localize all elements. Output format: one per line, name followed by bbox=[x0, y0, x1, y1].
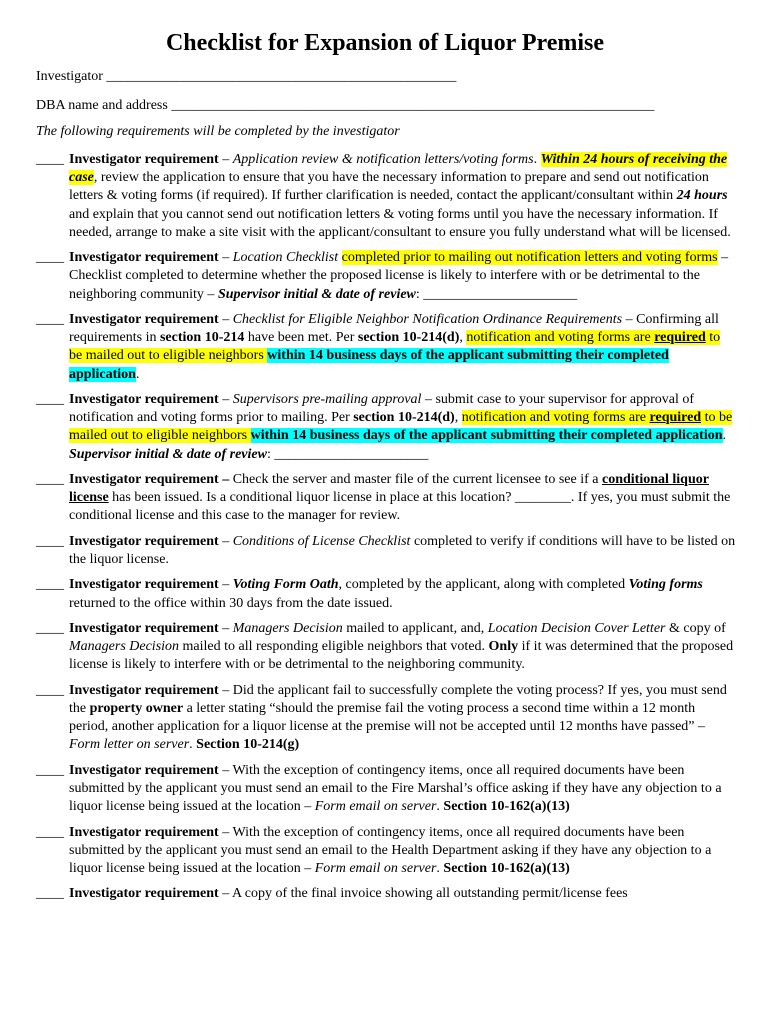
text-segment: – bbox=[218, 152, 233, 167]
requirement-item bbox=[36, 471, 736, 526]
highlight-text: notification and voting forms are bbox=[461, 410, 650, 426]
text-segment: conditional liquor license bbox=[69, 472, 709, 506]
page-title: Checklist for Expansion of Liquor Premise bbox=[165, 30, 605, 56]
text-segment: section 10-214 bbox=[159, 330, 245, 346]
text-segment: – bbox=[218, 620, 233, 636]
text-segment: Section 10-162(a)(13) bbox=[443, 799, 570, 815]
highlight-text: to be mailed out to eligible neighbors bbox=[69, 410, 733, 444]
text-segment: – Confirming all requirements in bbox=[69, 312, 719, 346]
text-segment: Location Checklist bbox=[232, 250, 339, 266]
requirement-item bbox=[36, 391, 736, 464]
text-segment: : ______________________ bbox=[266, 446, 429, 462]
highlight-deadline: within 14 business days of the applicant submitting their completed application bbox=[250, 428, 723, 444]
text-segment: Managers Decision bbox=[232, 620, 343, 636]
requirement-item bbox=[36, 576, 736, 612]
text-segment: Application review & notification letters/voting forms bbox=[232, 152, 534, 167]
req-label: Investigator requirement bbox=[69, 886, 219, 902]
check-blank: ____ bbox=[36, 620, 64, 636]
text-segment: and explain that you cannot send out notification letters & voting forms until you have the necessary information. If needed, arrange to make a site visit with the applicant/consultant to ensure you fully understand what will be licensed. bbox=[69, 206, 731, 240]
check-blank: ____ bbox=[36, 152, 64, 167]
text-segment: – A copy of the final invoice showing all outstanding permit/license fees bbox=[218, 886, 628, 902]
text-segment: mailed to applicant, and, bbox=[342, 620, 488, 636]
check-blank: ____ bbox=[36, 824, 64, 840]
dba-field bbox=[36, 98, 654, 114]
req-label: Investigator requirement bbox=[69, 824, 219, 840]
requirement-item bbox=[36, 533, 736, 569]
text-segment: – bbox=[218, 533, 233, 549]
req-label: Investigator requirement bbox=[69, 250, 219, 266]
text-segment: – Checklist completed to determine whether the proposed license is likely to interfere with or be detrimental to the neighboring community – bbox=[69, 250, 729, 302]
text-segment: – submit case to your supervisor for approval of notification and voting forms prior to mailing. Per bbox=[69, 392, 695, 426]
highlight-text: to be mailed out to eligible neighbors bbox=[69, 330, 721, 364]
check-blank: ____ bbox=[36, 472, 64, 487]
text-segment: a letter stating “should the premise fail the voting process a second time within a 12 month period, another application for a liquor license at the premise will not be accepted until 12 months have passed” – bbox=[69, 700, 706, 735]
text-segment: Section 10-214(g) bbox=[196, 737, 300, 753]
highlight-deadline: Within 24 hours of receiving the case bbox=[69, 152, 728, 186]
text-segment: section 10-214(d) bbox=[353, 410, 455, 426]
requirement-item bbox=[36, 762, 736, 817]
highlight-deadline: within 14 business days of the applicant submitting their completed application bbox=[69, 348, 669, 382]
text-segment: if it was determined that the proposed license is likely to interfere with or be detrimental to the neighboring community. bbox=[69, 639, 734, 673]
req-label: Investigator requirement bbox=[69, 392, 219, 407]
text-segment: have been met. Per bbox=[244, 330, 358, 346]
text-segment: Form letter on server bbox=[69, 737, 190, 753]
text-segment: Supervisors pre-mailing approval bbox=[232, 392, 422, 407]
intro-text: The following requirements will be completed by the investigator bbox=[36, 124, 400, 139]
req-label: Investigator requirement bbox=[69, 533, 219, 549]
text-segment: – bbox=[218, 577, 233, 593]
text-segment: completed to verify if conditions will have to be listed on the liquor license. bbox=[69, 533, 736, 567]
text-segment: . bbox=[135, 366, 140, 382]
check-blank: ____ bbox=[36, 577, 64, 593]
requirement-item bbox=[36, 151, 736, 242]
text-segment: Voting Form Oath bbox=[232, 577, 339, 593]
check-blank: ____ bbox=[36, 886, 64, 902]
text-segment: Managers Decision bbox=[69, 639, 180, 655]
text-segment: . bbox=[722, 428, 726, 444]
text-segment: – With the exception of contingency items, once all required documents have been submitted by the applicant you must send an email to the Fire Marshal’s office asking if they have any objection to a liquor license being issued at the location – bbox=[69, 762, 722, 815]
text-segment: . bbox=[436, 799, 444, 815]
dba-label: DBA name and address bbox=[36, 98, 168, 113]
check-blank: ____ bbox=[36, 533, 64, 549]
text-segment: : ______________________ bbox=[415, 286, 578, 302]
text-segment: Only bbox=[488, 639, 519, 655]
text-segment: Form email on server bbox=[314, 799, 437, 815]
requirement-item bbox=[36, 824, 736, 879]
investigator-label: Investigator bbox=[36, 69, 103, 84]
text-segment: Supervisor initial & date of review bbox=[217, 286, 416, 302]
text-segment: Check the server and master file of the current licensee to see if a bbox=[232, 472, 602, 487]
text-segment: , bbox=[459, 330, 467, 346]
check-blank: ____ bbox=[36, 762, 64, 778]
text-segment: – With the exception of contingency items, once all required documents have been submitted by the applicant you must send an email to the Health Department asking if they have any objection to a liquor license being issued at the location – bbox=[69, 824, 712, 876]
text-segment: property owner bbox=[89, 700, 184, 716]
investigator-line: __________________________________________________ bbox=[106, 69, 457, 84]
check-blank: ____ bbox=[36, 392, 64, 407]
text-segment: 24 hours bbox=[676, 188, 728, 204]
text-segment: section 10-214(d) bbox=[357, 330, 460, 346]
text-segment: Section 10-162(a)(13) bbox=[443, 860, 570, 876]
text-segment: & copy of bbox=[665, 620, 726, 636]
text-segment: – bbox=[218, 472, 233, 487]
text-segment: Conditions of License Checklist bbox=[232, 533, 411, 549]
requirement-item bbox=[36, 249, 736, 304]
text-segment: – bbox=[218, 250, 233, 266]
highlight-text: required bbox=[654, 330, 706, 346]
text-segment: Location Decision Cover Letter bbox=[487, 620, 666, 636]
requirement-item bbox=[36, 620, 736, 675]
text-segment: . bbox=[436, 860, 444, 876]
req-label: Investigator requirement bbox=[69, 762, 219, 778]
text-segment: , bbox=[454, 410, 462, 426]
requirement-item bbox=[36, 885, 736, 903]
highlight-text: completed prior to mailing out notification letters and voting forms bbox=[341, 250, 718, 266]
check-blank: ____ bbox=[36, 312, 64, 327]
check-blank: ____ bbox=[36, 682, 64, 698]
highlight-text: required bbox=[649, 410, 702, 426]
text-segment: – bbox=[218, 392, 233, 407]
req-label: Investigator requirement bbox=[69, 577, 219, 593]
dba-line: _____________________________________________________________________ bbox=[171, 98, 655, 113]
highlight-text: notification and voting forms are bbox=[466, 330, 655, 346]
check-blank: ____ bbox=[36, 250, 64, 266]
text-segment: – bbox=[218, 312, 233, 327]
text-segment: . bbox=[533, 152, 541, 167]
text-segment: . bbox=[189, 737, 197, 753]
text-segment: mailed to all responding eligible neighbors that voted. bbox=[179, 639, 489, 655]
text-segment: Checklist for Eligible Neighbor Notification Ordinance Requirements bbox=[232, 312, 623, 327]
req-label: Investigator requirement bbox=[69, 312, 219, 327]
req-label: Investigator requirement bbox=[69, 472, 219, 487]
req-label: Investigator requirement bbox=[69, 152, 219, 167]
req-label: Investigator requirement bbox=[69, 682, 219, 698]
text-segment: , completed by the applicant, along with completed bbox=[338, 577, 629, 593]
text-segment: – Did the applicant fail to successfully complete the voting process? If yes, you must send the bbox=[69, 682, 727, 716]
text-segment: has been issued. Is a conditional liquor license in place at this location? ________. If yes, you must submit the conditional license and this case to the manager for review. bbox=[69, 490, 731, 524]
text-segment: , review the application to ensure that you have the necessary information to prepare and send out notification letters & voting forms (if required). If further clarification is needed, contact the applicant/consultant within bbox=[69, 170, 709, 204]
requirement-item bbox=[36, 311, 736, 384]
req-label: Investigator requirement bbox=[69, 620, 219, 636]
requirement-item bbox=[36, 682, 736, 755]
investigator-field bbox=[36, 69, 456, 85]
text-segment: Voting forms bbox=[628, 577, 703, 593]
text-segment: returned to the office within 30 days from the date issued. bbox=[69, 595, 393, 611]
text-segment: Form email on server bbox=[314, 860, 437, 876]
text-segment: Supervisor initial & date of review bbox=[69, 446, 267, 462]
requirements-list bbox=[36, 151, 736, 911]
